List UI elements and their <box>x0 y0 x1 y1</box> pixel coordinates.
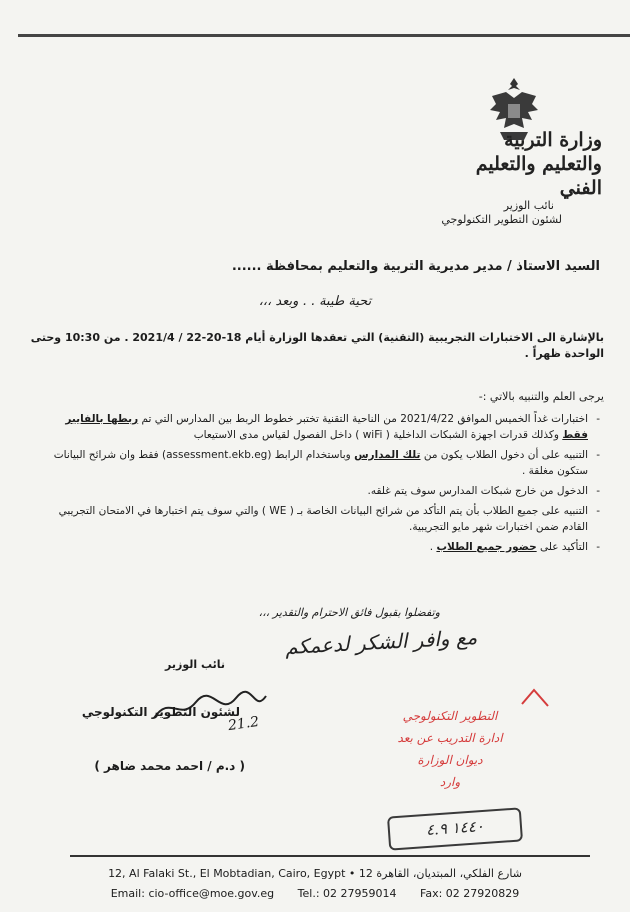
deputy-subtitle: لشئون التطوير التكنولوجي <box>441 213 562 226</box>
footer-divider <box>70 855 590 857</box>
signature-date-note: 21.2 <box>227 713 261 735</box>
list-item: - التنبيه على جميع الطلاب بأن يتم التأكد من شرائح البيانات الخاصة بـ ( WE ) والتي سوف يتم اختبارها في الامتحان التجريبي القادم ضمن اختبارات شهر مايو التجريبية. <box>50 503 600 535</box>
intro-paragraph: بالإشارة الى الاختبارات التجريبية (التقنية) التي تعقدها الوزارة أيام 18-20-22 / 2021/4 . من 10:30 وحتى الواحدة ظهراً . <box>30 331 604 360</box>
received-stamp: ١٤٤٠ ٤.٩ <box>387 807 523 850</box>
closing-line: وتفضلوا بقبول فائق الاحترام والتقدير ،،، <box>258 606 440 619</box>
list-item: - التنبيه على أن دخول الطلاب يكون من تلك المدارس وباستخدام الرابط (assessment.ekb.eg) فقط وان شرائح البيانات ستكون مغلقة . <box>50 447 600 479</box>
greeting: تحية طيبة . . وبعد ،،، <box>258 294 372 309</box>
signature-department: لشئون التطوير التكنولوجي <box>81 705 240 719</box>
handwritten-note: مع وافر الشكر لدعمكم <box>284 624 478 660</box>
red-stamp: التطوير التكنولوجي ادارة التدريب عن بعد ديوان الوزارة وارد <box>397 709 503 789</box>
deputy-title: نائب الوزير <box>503 199 554 212</box>
list-item: - الدخول من خارج شبكات المدارس سوف يتم غلقه. <box>50 483 600 499</box>
ministry-name: وزارة التربية والتعليم والتعليم الفني <box>475 129 602 199</box>
footer-tel: Tel.: 02 27959014 <box>297 887 397 900</box>
please-note: يرجى العلم والتنبيه بالاتي :- <box>478 390 604 403</box>
addressee: السيد الاستاذ / مدير مديرية التربية والتعليم بمحافظة ...... <box>231 259 600 274</box>
signature-name: ( د.م / احمد محمد ضاهر ) <box>94 759 245 773</box>
list-item: - التأكيد على حضور جميع الطلاب . <box>50 539 600 555</box>
instruction-list <box>50 411 600 559</box>
footer-email: Email: cio-office@moe.gov.eg <box>110 887 275 900</box>
signature-title: نائب الوزير <box>165 658 225 671</box>
top-border-line <box>18 34 630 37</box>
footer-address: 12, Al Falaki St., El Mobtadian, Cairo, Egypt • 12 شارع الفلكي، المبتديان، القاهرة <box>108 867 522 880</box>
footer-fax: Fax: 02 27920829 <box>420 887 520 900</box>
list-item: - اختبارات غداً الخميس الموافق 2021/4/22 من الناحية التقنية تختبر خطوط الربط بين المدارس التي تم ربطها بالفايبر فقط وكذلك قدرات اجهزة الشبكات الداخلية ( wiFi ) داخل الفصول لقياس مدى الاستيعاب <box>50 411 600 443</box>
footer-contact <box>0 887 630 901</box>
